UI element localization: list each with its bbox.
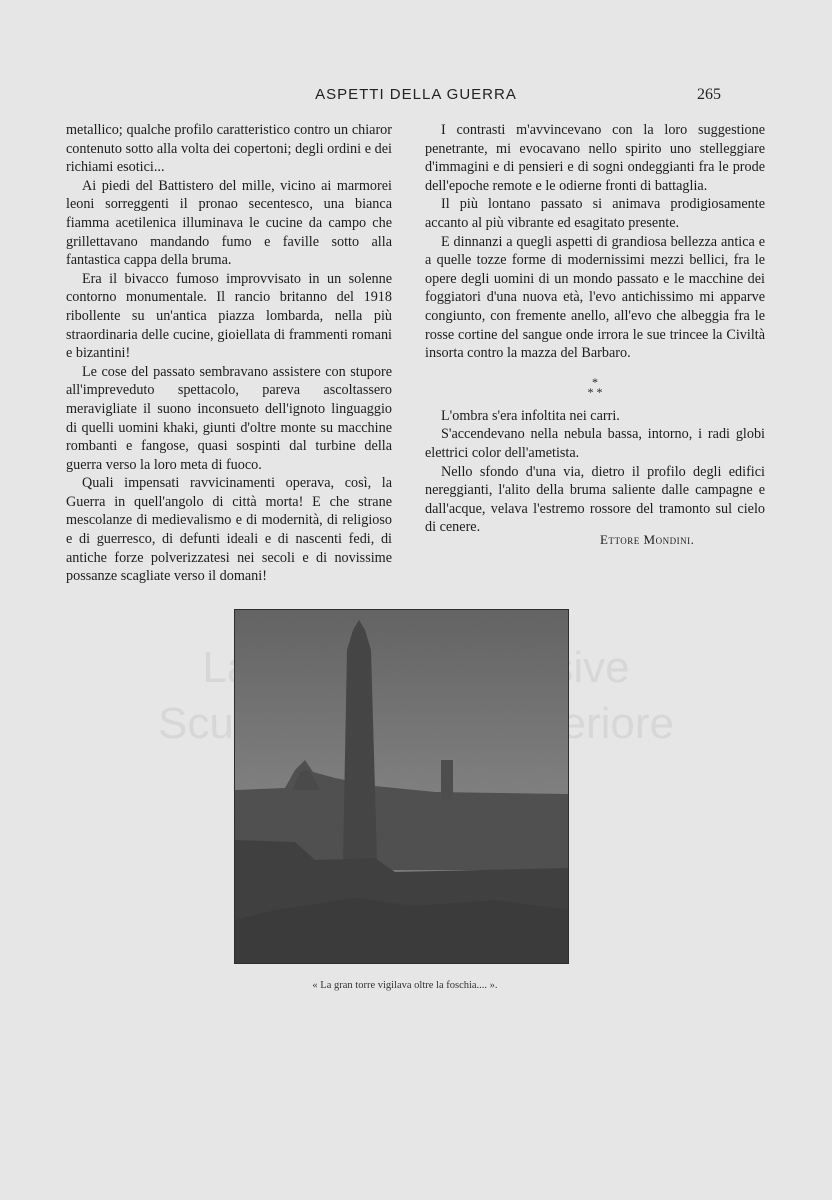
- separator-stars-bottom: * *: [587, 384, 603, 399]
- paragraph: E dinnanzi a quegli aspetti di grandiosa bellezza antica e a quelle tozze forme di modernissimi mezzi bellici, fra le opere degli uomini di un mondo passato e le macchine dei foggiatori d'una nuova età, l'evo antichissimo mi apparve congiunto, con fremente anello, all'evo che albeggia fra le rosse cortine del sangue onde irrora le sue trincee la Civiltà insorta contro la mazza del Barbaro.: [425, 233, 765, 362]
- running-header: ASPETTI DELLA GUERRA: [315, 86, 517, 103]
- paragraph: S'accendevano nella nebula bassa, intorno, i radi globi elettrici color dell'ametista.: [425, 426, 765, 461]
- paragraph: Le cose del passato sembravano assistere con stupore all'impreveduto spettacolo, pareva ascoltassero meravigliate il suono inconsueto dell'ignoto linguaggio di quelli uomini khaki, giunti d'oltre monte su macchine rombanti e fangose, quasi sospinti dal turbine della guerra verso la loro meta di fuoco.: [66, 363, 392, 473]
- illustration-plate: [234, 609, 569, 964]
- right-column: [425, 121, 765, 537]
- paragraph: Quali impensati ravvicinamenti operava, così, la Guerra in quell'angolo di città morta! E che strane mescolanze di medievalismo e di modernità, di religioso e di guerresco, di defunti ideali e di nascenti fedi, di antiche forze polverizzatesi nei secoli e di novissime possanze scagliate verso il domani!: [66, 475, 392, 585]
- paragraph: Nello sfondo d'una via, dietro il profilo degli edifici nereggianti, l'alito della bruma saliente dalle campagne e dall'acque, velava l'estremo rossore del tramonto sul cielo di cenere.: [425, 463, 765, 536]
- illustration-caption: « La gran torre vigilava oltre la foschia.... ».: [312, 980, 498, 991]
- watermark-line-1: Visive: [513, 643, 630, 692]
- separator-star-top: *: [592, 374, 598, 389]
- left-column: [66, 121, 392, 586]
- halftone-grain: [235, 610, 568, 963]
- page-number: 265: [697, 86, 721, 103]
- paragraph: Era il bivacco fumoso improvvisato in un solenne contorno monumentale. Il rancio britanno del 1918 ribollente su un'antica piazza lombarda, nella più straordinaria delle cucine, gioiellata di frammenti romani e bizantini!: [66, 270, 392, 362]
- watermark-line-2: Scuola Superiore: [157, 699, 675, 748]
- paragraph: I contrasti m'avvincevano con la loro suggestione penetrante, mi evocavano nello spirito uno stelleggiare d'immagini e di pensieri e di sogni ondeggianti fra le prode dell'epoche remote e le odierne fronti di battaglia.: [425, 122, 765, 194]
- tower-illustration: [235, 610, 568, 963]
- paragraph: Il più lontano passato si animava prodigiosamente accanto al più vibrante ed esagitato presente.: [425, 196, 765, 231]
- author-signature: Ettore Mondini.: [600, 532, 695, 547]
- section-separator: [425, 374, 765, 399]
- paragraph: Ai piedi del Battistero del mille, vicino ai marmorei leoni sorreggenti il pronao secentesco, una bianca fiamma acetilenica illuminava le cucine da campo che grillettavano mandando fumo e faville sotto alla fantastica cappa della bruma.: [66, 177, 392, 269]
- paragraph: L'ombra s'era infoltita nei carri.: [441, 407, 620, 424]
- paragraph: metallico; qualche profilo caratteristico contro un chiaror contenuto sotto alla volta dei copertoni; degli ordini e dei richiami esotici...: [66, 122, 392, 176]
